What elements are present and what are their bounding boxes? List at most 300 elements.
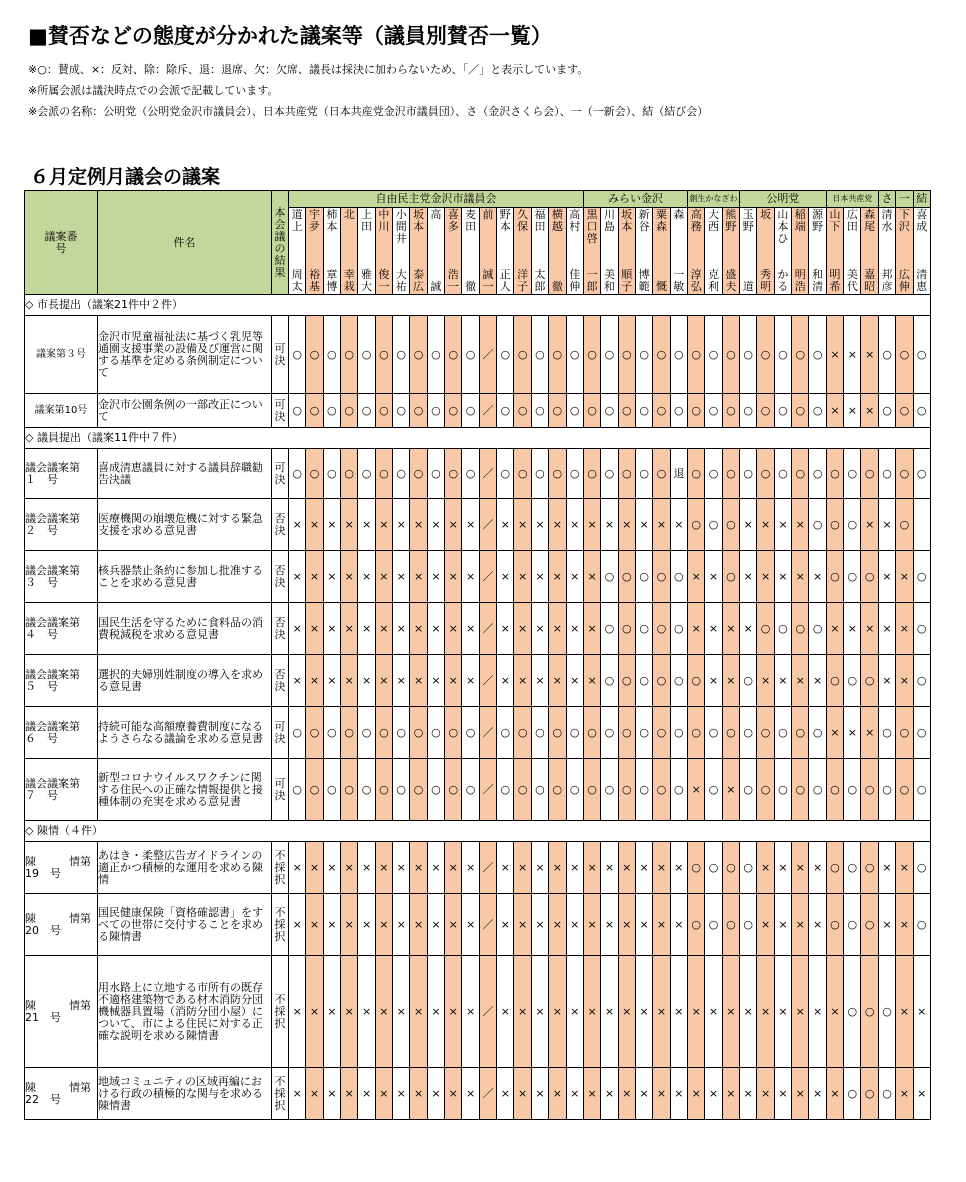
member-name-char: 博: [638, 268, 650, 281]
bill-result: [272, 1068, 289, 1120]
vote-cell: ○: [375, 316, 392, 394]
vote-cell: ×: [792, 655, 809, 707]
vote-cell: ×: [670, 1068, 687, 1120]
vote-cell: ×: [341, 655, 358, 707]
vote-cell: ×: [375, 842, 392, 894]
vote-cell: ○: [688, 707, 705, 759]
vote-cell: ○: [427, 759, 444, 821]
vote-cell: ×: [635, 842, 652, 894]
vote-cell: ○: [549, 759, 566, 821]
vote-cell: ×: [583, 603, 600, 655]
vote-cell: ○: [358, 759, 375, 821]
vote-cell: ×: [688, 759, 705, 821]
vote-cell: ×: [774, 655, 791, 707]
member-name-char: 広: [898, 268, 910, 281]
vote-cell: ×: [878, 551, 895, 603]
member-name-char: 本: [621, 220, 633, 233]
vote-cell: ○: [531, 394, 548, 428]
vote-cell: ○: [705, 449, 722, 499]
vote-cell: ○: [844, 499, 861, 551]
vote-cell: ×: [670, 842, 687, 894]
member-name-char: 北: [343, 208, 355, 221]
vote-cell: ○: [722, 894, 739, 956]
bill-subject: 選択的夫婦別姓制度の導入を求める意見書: [98, 655, 272, 707]
bill-result: [272, 842, 289, 894]
vote-cell: ○: [653, 603, 670, 655]
vote-cell: ×: [497, 655, 514, 707]
vote-cell: ○: [341, 316, 358, 394]
member-name: [375, 208, 392, 295]
member-name-char: 本: [413, 220, 425, 233]
vote-cell: ×: [601, 1068, 618, 1120]
member-name-char: 麦: [465, 208, 477, 221]
bill-result-text: 不採択: [274, 992, 286, 1030]
vote-cell: ○: [826, 499, 843, 551]
vote-cell: ×: [445, 499, 462, 551]
vote-cell: ×: [896, 842, 913, 894]
bill-result-text: 否決: [274, 563, 286, 589]
faction-header: 公明党: [740, 191, 827, 208]
bill-result-text: 不採択: [274, 905, 286, 943]
vote-cell: ○: [792, 603, 809, 655]
member-name: [826, 208, 843, 295]
bill-number: 陳 情第 22 号: [25, 1068, 98, 1120]
bill-result-text: 可決: [274, 719, 286, 745]
vote-cell: ×: [497, 894, 514, 956]
vote-cell: ×: [393, 956, 410, 1068]
member-name-char: 川: [603, 208, 615, 221]
section-label: ◇ 議員提出（議案11件中７件）: [25, 428, 931, 449]
vote-cell: ○: [653, 394, 670, 428]
vote-cell: ×: [393, 603, 410, 655]
vote-cell: ○: [809, 449, 826, 499]
bill-result-text: 否決: [274, 511, 286, 537]
header-subject: 件名: [98, 191, 272, 295]
vote-cell: ○: [653, 449, 670, 499]
member-name-char: 秀: [760, 268, 772, 281]
vote-cell: ×: [445, 655, 462, 707]
member-name-char: 黒: [586, 208, 598, 221]
vote-cell: ／: [479, 603, 496, 655]
member-name-char: 裕: [309, 268, 321, 281]
vote-cell: ×: [531, 956, 548, 1068]
vote-cell: ○: [635, 603, 652, 655]
member-name-char: 小: [395, 208, 407, 221]
vote-cell: ×: [410, 842, 427, 894]
member-name-char: 野: [742, 220, 754, 233]
vote-cell: ○: [497, 707, 514, 759]
member-name-char: 新: [638, 208, 650, 221]
member-name-char: 本: [499, 220, 511, 233]
vote-cell: ○: [826, 551, 843, 603]
vote-cell: ×: [792, 1068, 809, 1120]
member-name: [618, 208, 635, 295]
vote-cell: ○: [670, 603, 687, 655]
member-name: [913, 208, 930, 295]
vote-cell: ×: [549, 894, 566, 956]
table-row: [25, 449, 931, 499]
vote-cell: ×: [653, 842, 670, 894]
member-name-char: 弘: [690, 280, 702, 293]
vote-cell: ○: [618, 316, 635, 394]
member-name-char: 水: [881, 220, 893, 233]
vote-cell: ×: [531, 551, 548, 603]
vote-cell: ／: [479, 499, 496, 551]
vote-cell: ○: [809, 499, 826, 551]
member-name-char: 泰: [413, 268, 425, 281]
vote-cell: ○: [774, 603, 791, 655]
vote-cell: ○: [531, 449, 548, 499]
bill-subject: 医療機関の崩壊危機に対する緊急支援を求める意見書: [98, 499, 272, 551]
member-name-char: 明: [829, 268, 841, 281]
vote-cell: ○: [566, 759, 583, 821]
note-legend: ※○：賛成、×：反対、除：除斥、退：退席、欠：欠席、議長は採決に加わらないため、「／」と表示しています。: [28, 63, 589, 76]
vote-cell: ○: [635, 707, 652, 759]
vote-cell: ×: [323, 894, 340, 956]
vote-cell: ×: [306, 894, 323, 956]
member-name-char: 一: [482, 280, 494, 293]
member-name-char: 敏: [673, 280, 685, 293]
member-name-char: 大: [708, 208, 720, 221]
member-name-char: 坂: [760, 208, 772, 221]
vote-cell: ○: [445, 759, 462, 821]
bill-result: [272, 759, 289, 821]
vote-cell: ×: [323, 499, 340, 551]
vote-cell: ×: [549, 499, 566, 551]
faction-header: さ: [878, 191, 895, 208]
member-name-char: 清: [812, 280, 824, 293]
member-name-char: 上: [291, 220, 303, 233]
vote-cell: ×: [601, 842, 618, 894]
vote-cell: ○: [670, 759, 687, 821]
vote-cell: ×: [861, 316, 878, 394]
member-name-char: 口: [586, 220, 598, 233]
section-title: ６月定例月議会の議案: [30, 166, 221, 188]
vote-cell: ×: [427, 655, 444, 707]
vote-cell: ○: [688, 394, 705, 428]
member-name-char: 野: [499, 208, 511, 221]
vote-cell: ○: [410, 449, 427, 499]
vote-cell: ／: [479, 394, 496, 428]
member-name: [653, 208, 670, 295]
bill-result: [272, 894, 289, 956]
table-row: [25, 1068, 931, 1120]
vote-cell: ×: [323, 551, 340, 603]
bill-subject: 地域コミュニティの区域再編における行政の積極的な関与を求める陳情書: [98, 1068, 272, 1120]
vote-cell: ○: [809, 394, 826, 428]
table-row: [25, 894, 931, 956]
vote-cell: ×: [497, 842, 514, 894]
member-name-char: 上: [361, 208, 373, 221]
vote-cell: ○: [705, 894, 722, 956]
vote-cell: ×: [306, 1068, 323, 1120]
member-name-char: 坂: [621, 208, 633, 221]
vote-cell: ×: [740, 1068, 757, 1120]
faction-header: みらい金沢: [583, 191, 687, 208]
vote-cell: ○: [670, 707, 687, 759]
vote-cell: ×: [896, 655, 913, 707]
vote-cell: ○: [306, 316, 323, 394]
vote-cell: ○: [583, 759, 600, 821]
vote-cell: ／: [479, 956, 496, 1068]
vote-cell: ○: [757, 394, 774, 428]
bill-result-text: 可決: [274, 341, 286, 367]
vote-cell: ○: [809, 707, 826, 759]
vote-cell: ×: [670, 956, 687, 1068]
vote-cell: ×: [289, 499, 306, 551]
vote-cell: ×: [688, 1068, 705, 1120]
vote-cell: ×: [410, 603, 427, 655]
vote-cell: ○: [913, 894, 930, 956]
vote-cell: ×: [774, 551, 791, 603]
vote-cell: ×: [462, 655, 479, 707]
vote-cell: ○: [913, 394, 930, 428]
member-name-char: 伸: [569, 280, 581, 293]
vote-cell: ×: [514, 655, 531, 707]
vote-cell: ×: [358, 551, 375, 603]
member-name: [722, 208, 739, 295]
member-name-char: 美: [603, 268, 615, 281]
vote-cell: ○: [514, 449, 531, 499]
vote-cell: ×: [844, 603, 861, 655]
vote-cell: ×: [722, 1068, 739, 1120]
vote-cell: ×: [531, 655, 548, 707]
member-name-char: 田: [361, 220, 373, 233]
member-name-char: 夛: [309, 220, 321, 233]
vote-cell: ○: [618, 655, 635, 707]
vote-cell: ×: [618, 956, 635, 1068]
vote-cell: ○: [497, 759, 514, 821]
bill-subject: 国民健康保険「資格確認書」をすべての世帯に交付することを求める陳情書: [98, 894, 272, 956]
member-name: [601, 208, 618, 295]
vote-cell: ○: [774, 316, 791, 394]
member-name-char: 和: [812, 268, 824, 281]
bill-number: 議会議案第 ５ 号: [25, 655, 98, 707]
bill-subject: あはき・柔整広告ガイドラインの適正かつ積極的な運用を求める陳情: [98, 842, 272, 894]
vote-cell: ○: [549, 394, 566, 428]
vote-cell: ○: [722, 394, 739, 428]
vote-cell: ×: [427, 551, 444, 603]
vote-cell: ○: [618, 603, 635, 655]
vote-cell: ○: [583, 394, 600, 428]
vote-cell: ○: [670, 394, 687, 428]
vote-cell: ×: [722, 655, 739, 707]
member-name-char: 一: [673, 268, 685, 281]
member-name-char: 博: [326, 280, 338, 293]
member-name-char: 正: [499, 268, 511, 281]
vote-cell: ×: [809, 894, 826, 956]
member-name-char: か: [777, 268, 789, 281]
vote-cell: ×: [410, 1068, 427, 1120]
vote-cell: ×: [549, 603, 566, 655]
member-name-char: 稲: [794, 208, 806, 221]
vote-cell: ×: [583, 499, 600, 551]
vote-cell: ○: [341, 707, 358, 759]
vote-cell: ○: [462, 449, 479, 499]
vote-cell: ×: [792, 894, 809, 956]
vote-cell: ×: [792, 551, 809, 603]
vote-cell: ○: [844, 894, 861, 956]
vote-cell: ×: [705, 956, 722, 1068]
vote-cell: ×: [566, 956, 583, 1068]
vote-cell: ×: [757, 551, 774, 603]
vote-cell: ×: [896, 1068, 913, 1120]
member-name: [740, 208, 757, 295]
member-name-char: 祐: [395, 280, 407, 293]
vote-cell: ○: [705, 394, 722, 428]
vote-cell: ×: [826, 707, 843, 759]
vote-cell: ○: [844, 1068, 861, 1120]
vote-cell: ○: [323, 449, 340, 499]
bill-result-text: 不採択: [274, 1074, 286, 1112]
vote-cell: ○: [705, 842, 722, 894]
vote-cell: ○: [792, 707, 809, 759]
vote-cell: ×: [774, 499, 791, 551]
vote-cell: ○: [653, 707, 670, 759]
vote-cell: ○: [323, 316, 340, 394]
vote-cell: ×: [462, 603, 479, 655]
member-name-char: 柿: [326, 208, 338, 221]
vote-cell: ×: [549, 655, 566, 707]
vote-cell: ／: [479, 842, 496, 894]
vote-cell: ×: [635, 956, 652, 1068]
member-name: [289, 208, 306, 295]
vote-cell: ×: [514, 1068, 531, 1120]
section-label: ◇ 市長提出（議案21件中２件）: [25, 295, 931, 316]
vote-cell: ○: [722, 842, 739, 894]
vote-cell: ×: [618, 894, 635, 956]
vote-cell: ×: [358, 894, 375, 956]
vote-cell: ○: [792, 449, 809, 499]
bill-subject: 持続可能な高額療養費制度になるようさらなる議論を求める意見書: [98, 707, 272, 759]
vote-cell: ○: [653, 759, 670, 821]
vote-cell: ○: [844, 956, 861, 1068]
member-name-char: 美: [846, 268, 858, 281]
vote-cell: ×: [757, 1068, 774, 1120]
vote-cell: ×: [358, 842, 375, 894]
vote-cell: ×: [653, 1068, 670, 1120]
member-name: [358, 208, 375, 295]
vote-cell: ○: [722, 551, 739, 603]
vote-cell: ×: [601, 956, 618, 1068]
member-name: [792, 208, 809, 295]
member-name-char: 大: [361, 280, 373, 293]
vote-cell: ○: [844, 842, 861, 894]
bill-subject: 金沢市児童福祉法に基づく乳児等通園支援事業の設備及び運営に関する基準を定める条例制定について: [98, 316, 272, 394]
member-name-char: 大: [395, 268, 407, 281]
vote-cell: ×: [410, 655, 427, 707]
member-name-char: 清: [916, 268, 928, 281]
vote-cell: ○: [427, 316, 444, 394]
table-row: [25, 394, 931, 428]
member-name-char: 邦: [881, 268, 893, 281]
section-label: ◇ 陳情（４件）: [25, 821, 931, 842]
bill-result: [272, 655, 289, 707]
table-row: [25, 316, 931, 394]
vote-cell: ×: [653, 956, 670, 1068]
vote-cell: ○: [653, 551, 670, 603]
vote-cell: ×: [514, 551, 531, 603]
bill-number: 議案第10号: [25, 394, 98, 428]
member-name-char: 佳: [569, 268, 581, 281]
vote-cell: ×: [358, 603, 375, 655]
vote-cell: ×: [410, 551, 427, 603]
member-name: [479, 208, 496, 295]
member-name-char: 広: [413, 280, 425, 293]
vote-cell: ×: [653, 499, 670, 551]
member-name-char: 太: [291, 280, 303, 293]
vote-cell: ○: [740, 449, 757, 499]
vote-cell: ○: [531, 316, 548, 394]
vote-cell: ○: [861, 1068, 878, 1120]
vote-cell: ×: [549, 551, 566, 603]
vote-cell: ×: [722, 603, 739, 655]
member-name: [427, 208, 444, 295]
vote-cell: ×: [878, 842, 895, 894]
vote-cell: ×: [514, 603, 531, 655]
vote-cell: ×: [410, 894, 427, 956]
vote-cell: ○: [601, 759, 618, 821]
vote-cell: ×: [531, 1068, 548, 1120]
vote-cell: ×: [826, 956, 843, 1068]
vote-cell: ×: [341, 894, 358, 956]
vote-cell: ○: [618, 759, 635, 821]
vote-cell: ×: [896, 956, 913, 1068]
vote-cell: ×: [705, 655, 722, 707]
vote-cell: ○: [861, 449, 878, 499]
vote-cell: ○: [358, 394, 375, 428]
vote-cell: ○: [323, 707, 340, 759]
vote-cell: ○: [705, 499, 722, 551]
vote-cell: ○: [913, 842, 930, 894]
vote-cell: ×: [393, 499, 410, 551]
vote-cell: ×: [289, 894, 306, 956]
vote-cell: ○: [688, 316, 705, 394]
vote-cell: ○: [844, 655, 861, 707]
member-name-char: 玉: [742, 208, 754, 221]
member-name-char: 浩: [794, 280, 806, 293]
vote-cell: ○: [410, 759, 427, 821]
vote-cell: ○: [670, 316, 687, 394]
vote-cell: ×: [427, 1068, 444, 1120]
vote-cell: ○: [445, 449, 462, 499]
vote-cell: ○: [393, 449, 410, 499]
vote-cell: ×: [844, 316, 861, 394]
vote-cell: ○: [445, 316, 462, 394]
member-name-char: 本: [777, 220, 789, 233]
vote-cell: ×: [375, 603, 392, 655]
vote-cell: ○: [826, 655, 843, 707]
vote-cell: ×: [757, 956, 774, 1068]
member-name: [705, 208, 722, 295]
member-name-char: 川: [378, 220, 390, 233]
bill-result: [272, 707, 289, 759]
bill-number: 議案第３号: [25, 316, 98, 394]
member-name-char: 和: [603, 280, 615, 293]
vote-cell: ○: [306, 449, 323, 499]
vote-cell: ×: [878, 655, 895, 707]
faction-header: 創生かなざわ: [688, 191, 740, 208]
vote-cell: ×: [445, 842, 462, 894]
vote-cell: ○: [358, 707, 375, 759]
vote-cell: ○: [653, 655, 670, 707]
member-name: [844, 208, 861, 295]
vote-cell: ×: [306, 956, 323, 1068]
vote-cell: ×: [583, 956, 600, 1068]
vote-cell: ○: [323, 759, 340, 821]
member-name-char: 喜: [916, 208, 928, 221]
vote-cell: ○: [757, 316, 774, 394]
